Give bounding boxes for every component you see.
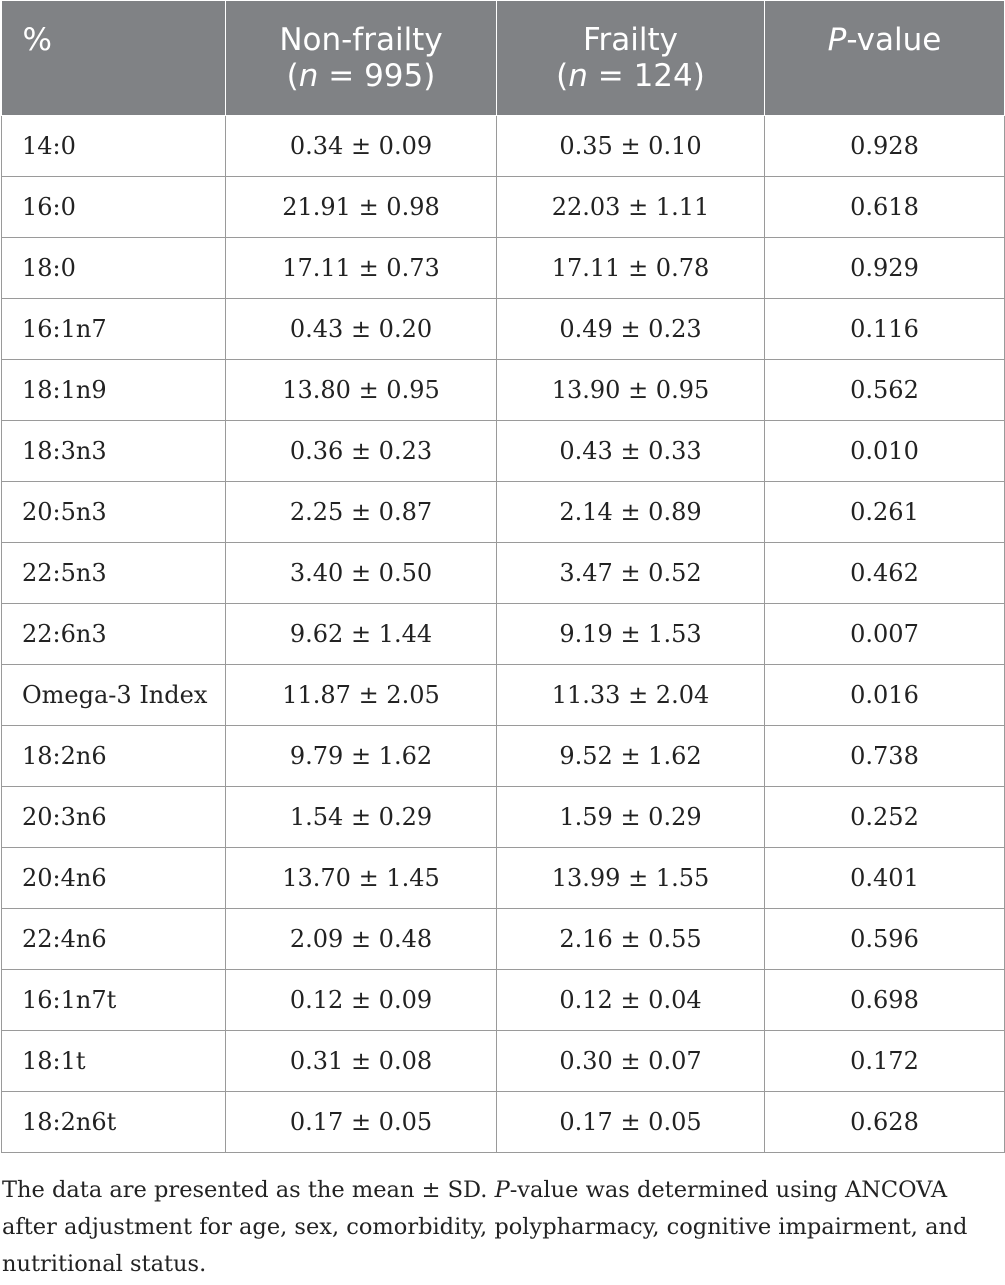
p-value-cell: 0.116: [765, 299, 1005, 360]
non-frailty-cell: 13.80 ± 0.95: [226, 360, 497, 421]
fatty-acid-cell: 22:5n3: [2, 543, 226, 604]
header-unit: [2, 1, 226, 116]
fatty-acid-cell: 18:2n6t: [2, 1092, 226, 1153]
table-header: [2, 1, 1005, 116]
non-frailty-cell: 11.87 ± 2.05: [226, 665, 497, 726]
frailty-cell: 22.03 ± 1.11: [497, 177, 765, 238]
fatty-acid-cell: 22:4n6: [2, 909, 226, 970]
non-frailty-cell: 0.43 ± 0.20: [226, 299, 497, 360]
non-frailty-cell: 9.62 ± 1.44: [226, 604, 497, 665]
fatty-acid-cell: 16:0: [2, 177, 226, 238]
fatty-acid-cell: 16:1n7: [2, 299, 226, 360]
header-non-frailty: [226, 1, 497, 116]
p-value-cell: 0.401: [765, 848, 1005, 909]
fatty-acid-cell: Omega-3 Index: [2, 665, 226, 726]
fatty-acid-cell: 14:0: [2, 116, 226, 177]
non-frailty-cell: 0.34 ± 0.09: [226, 116, 497, 177]
table-row: [2, 360, 1005, 421]
table-row: [2, 116, 1005, 177]
frailty-cell: 0.43 ± 0.33: [497, 421, 765, 482]
table-row: [2, 665, 1005, 726]
p-value-cell: 0.007: [765, 604, 1005, 665]
p-value-cell: 0.252: [765, 787, 1005, 848]
frailty-cell: 11.33 ± 2.04: [497, 665, 765, 726]
p-value-cell: 0.562: [765, 360, 1005, 421]
table-row: [2, 177, 1005, 238]
non-frailty-cell: 0.12 ± 0.09: [226, 970, 497, 1031]
table-row: [2, 970, 1005, 1031]
header-p-value: [765, 1, 1005, 116]
fatty-acid-cell: 22:6n3: [2, 604, 226, 665]
non-frailty-cell: 0.31 ± 0.08: [226, 1031, 497, 1092]
header-frailty-n: (n = 124): [556, 58, 705, 94]
frailty-cell: 13.90 ± 0.95: [497, 360, 765, 421]
non-frailty-cell: 2.09 ± 0.48: [226, 909, 497, 970]
header-frailty-label: Frailty: [582, 22, 679, 58]
fatty-acid-cell: 18:1t: [2, 1031, 226, 1092]
table-row: [2, 1031, 1005, 1092]
table-footnote: The data are presented as the mean ± SD. P-value was determined using ANCOVA after adjustment for age, sex, comorbidity, polypharmacy, cognitive impairment, and nutritional status.: [2, 1177, 968, 1277]
table-row: [2, 238, 1005, 299]
table-body: [2, 116, 1005, 1153]
frailty-cell: 13.99 ± 1.55: [497, 848, 765, 909]
frailty-cell: 2.16 ± 0.55: [497, 909, 765, 970]
frailty-cell: 1.59 ± 0.29: [497, 787, 765, 848]
p-value-cell: 0.738: [765, 726, 1005, 787]
table-row: [2, 482, 1005, 543]
non-frailty-cell: 2.25 ± 0.87: [226, 482, 497, 543]
fatty-acid-cell: 20:5n3: [2, 482, 226, 543]
header-frailty: [497, 1, 765, 116]
non-frailty-cell: 13.70 ± 1.45: [226, 848, 497, 909]
data-table: [1, 0, 1005, 1153]
header-row: [2, 1, 1005, 116]
fatty-acid-cell: 18:0: [2, 238, 226, 299]
frailty-cell: 0.17 ± 0.05: [497, 1092, 765, 1153]
frailty-cell: 3.47 ± 0.52: [497, 543, 765, 604]
p-value-cell: 0.928: [765, 116, 1005, 177]
frailty-cell: 9.52 ± 1.62: [497, 726, 765, 787]
fatty-acid-cell: 18:1n9: [2, 360, 226, 421]
non-frailty-cell: 3.40 ± 0.50: [226, 543, 497, 604]
frailty-cell: 2.14 ± 0.89: [497, 482, 765, 543]
p-value-cell: 0.016: [765, 665, 1005, 726]
table-row: [2, 726, 1005, 787]
fatty-acid-cell: 18:2n6: [2, 726, 226, 787]
non-frailty-cell: 21.91 ± 0.98: [226, 177, 497, 238]
fatty-acid-cell: 18:3n3: [2, 421, 226, 482]
p-value-cell: 0.698: [765, 970, 1005, 1031]
p-value-cell: 0.010: [765, 421, 1005, 482]
non-frailty-cell: 0.36 ± 0.23: [226, 421, 497, 482]
frailty-cell: 0.12 ± 0.04: [497, 970, 765, 1031]
p-value-cell: 0.618: [765, 177, 1005, 238]
table-row: [2, 421, 1005, 482]
frailty-cell: 0.30 ± 0.07: [497, 1031, 765, 1092]
non-frailty-cell: 0.17 ± 0.05: [226, 1092, 497, 1153]
table-row: [2, 848, 1005, 909]
table-row: [2, 299, 1005, 360]
fatty-acid-cell: 20:4n6: [2, 848, 226, 909]
frailty-cell: 0.49 ± 0.23: [497, 299, 765, 360]
non-frailty-cell: 9.79 ± 1.62: [226, 726, 497, 787]
p-value-cell: 0.628: [765, 1092, 1005, 1153]
frailty-cell: 9.19 ± 1.53: [497, 604, 765, 665]
header-non-frailty-n: (n = 995): [286, 58, 436, 94]
p-value-cell: 0.929: [765, 238, 1005, 299]
non-frailty-cell: 17.11 ± 0.73: [226, 238, 497, 299]
frailty-cell: 0.35 ± 0.10: [497, 116, 765, 177]
frailty-cell: 17.11 ± 0.78: [497, 238, 765, 299]
p-value-cell: 0.596: [765, 909, 1005, 970]
p-value-cell: 0.172: [765, 1031, 1005, 1092]
table-row: [2, 909, 1005, 970]
p-value-cell: 0.462: [765, 543, 1005, 604]
p-value-cell: 0.261: [765, 482, 1005, 543]
header-p-italic: P: [827, 22, 847, 58]
header-unit-label: %: [22, 22, 52, 58]
table-row: [2, 1092, 1005, 1153]
table-row: [2, 787, 1005, 848]
header-non-frailty-label: Non-frailty: [279, 22, 443, 58]
fatty-acid-cell: 20:3n6: [2, 787, 226, 848]
fatty-acid-cell: 16:1n7t: [2, 970, 226, 1031]
table-row: [2, 543, 1005, 604]
non-frailty-cell: 1.54 ± 0.29: [226, 787, 497, 848]
header-p-rest: -value: [846, 22, 942, 58]
table-row: [2, 604, 1005, 665]
